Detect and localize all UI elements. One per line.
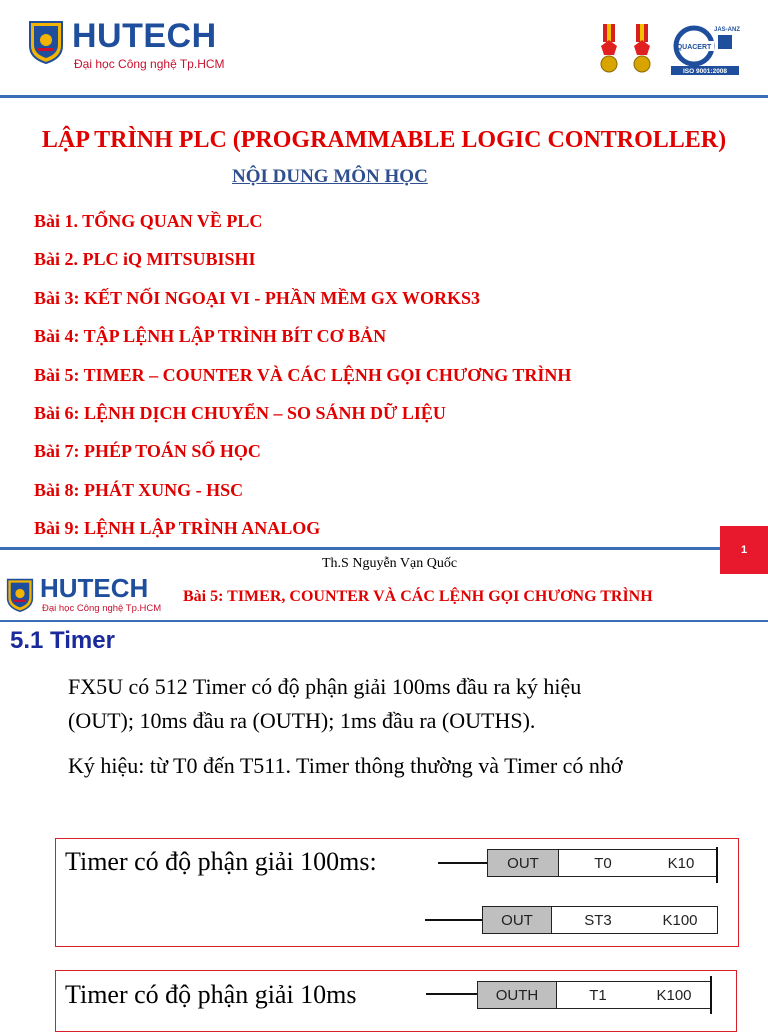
paragraph-line: Ký hiệu: từ T0 đến T511. Timer thông thường và Timer có nhớ [68, 753, 623, 778]
medal-icon [632, 24, 652, 74]
cert-badge-text: QUACERT [676, 44, 712, 51]
instruction-device: ST3 [584, 911, 612, 929]
paragraph-line: (OUT); 10ms đầu ra (OUTH); 1ms đầu ra (OUTHS). [68, 708, 536, 733]
logo-wordmark: HUTECH [40, 573, 149, 603]
lesson-list [34, 202, 571, 548]
lesson-item: Bài 1. TỔNG QUAN VỀ PLC [34, 211, 263, 231]
timer-10ms-label: Timer có độ phận giải 10ms [65, 980, 357, 1009]
timer-description [68, 670, 748, 783]
logo-wordmark: HUTECH [72, 17, 217, 55]
instruction-value: K100 [662, 911, 698, 929]
instruction-device: T0 [594, 854, 612, 872]
lesson-item: Bài 4: TẬP LỆNH LẬP TRÌNH BÍT CƠ BẢN [34, 326, 387, 347]
instruction-opcode: OUT [483, 907, 552, 933]
ladder-right-rail [710, 976, 712, 1014]
footer-divider [0, 547, 720, 550]
author-name: Th.S Nguyễn Vạn Quốc [322, 556, 458, 571]
hutech-shield-icon [28, 20, 64, 64]
instruction-opcode: OUTH [478, 982, 557, 1008]
lesson-item: Bài 2. PLC iQ MITSUBISHI [34, 249, 256, 270]
lesson-item: Bài 6: LỆNH DỊCH CHUYỂN – SO SÁNH DỮ LIỆU [34, 402, 446, 423]
course-title: LẬP TRÌNH PLC (PROGRAMMABLE LOGIC CONTROLLER) [41, 127, 727, 153]
lesson-item: Bài 8: PHÁT XUNG - HSC [34, 479, 244, 500]
header-divider [0, 95, 768, 98]
section-title: 5.1 Timer [10, 627, 115, 654]
hutech-shield-icon [6, 578, 34, 612]
lesson-header: Bài 5: TIMER, COUNTER VÀ CÁC LỆNH GỌI CHƯƠNG TRÌNH [183, 588, 653, 605]
instruction-opcode: OUT [488, 850, 559, 876]
instruction-value: K10 [667, 854, 695, 872]
paragraph-line: FX5U có 512 Timer có độ phận giải 100ms đầu ra ký hiệu [68, 674, 582, 699]
ladder-instruction-out-st3 [482, 906, 718, 934]
ladder-wire [438, 862, 488, 864]
course-contents-heading: NỘI DUNG MÔN HỌC [232, 166, 428, 187]
cert-top-label: JAS-ANZ [714, 27, 741, 33]
timer-100ms-label: Timer có độ phận giải 100ms: [65, 847, 377, 876]
instruction-device: T1 [589, 986, 607, 1004]
ladder-right-rail [716, 847, 718, 883]
logo-subtitle: Đại học Công nghệ Tp.HCM [74, 57, 225, 71]
ladder-wire [426, 993, 478, 995]
medal-icon [599, 24, 619, 74]
cert-iso-label: ISO 9001:2008 [682, 68, 728, 75]
page-number-badge: 1 [720, 526, 768, 574]
lesson-item: Bài 9: LỆNH LẬP TRÌNH ANALOG [34, 518, 321, 539]
lesson-item: Bài 5: TIMER – COUNTER VÀ CÁC LỆNH GỌI CHƯƠNG TRÌNH [34, 364, 572, 385]
header-divider [0, 620, 768, 622]
instruction-value: K100 [656, 986, 692, 1004]
ladder-instruction-outh-t1 [477, 981, 711, 1009]
ladder-instruction-out-t0 [487, 849, 717, 877]
lesson-item: Bài 7: PHÉP TOÁN SỐ HỌC [34, 441, 261, 462]
quacert-iso-certification-logo [668, 22, 742, 76]
logo-subtitle: Đại học Công nghệ Tp.HCM [42, 603, 162, 614]
ladder-wire [425, 919, 483, 921]
lesson-item: Bài 3: KẾT NỐI NGOẠI VI - PHẦN MỀM GX WORKS3 [34, 287, 481, 308]
